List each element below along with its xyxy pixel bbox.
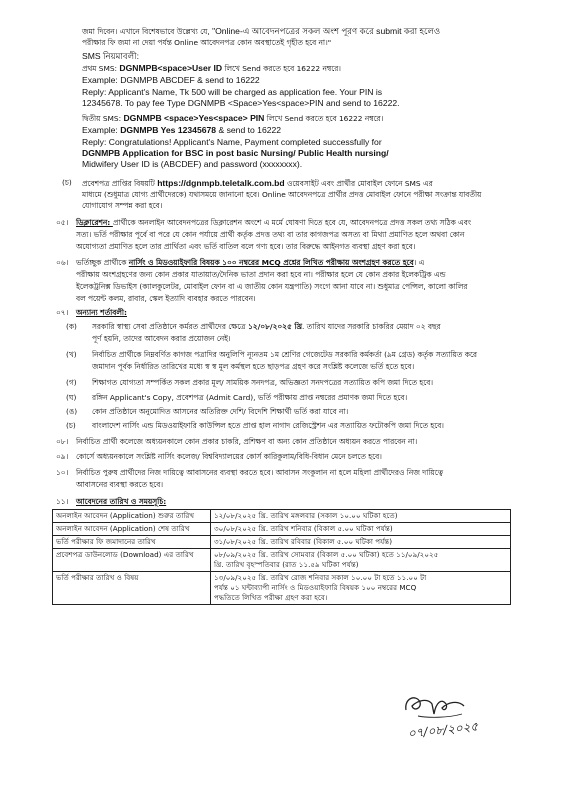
schedule-value: ১২/০৮/২০২৫ খ্রি. তারিখ মঙ্গলবার (সকাল ১০.০০ ঘটিকা হতে) xyxy=(211,510,511,523)
schedule-label: অনলাইন আবেদন (Application) শেষ তারিখ xyxy=(53,523,211,536)
table-row xyxy=(53,510,511,523)
website-link[interactable]: https://dgnmpb.teletalk.com.bd xyxy=(157,178,285,188)
item-10-line-1: নির্বাচিত পুরুষ প্রার্থীদের নিজ দায়িত্বে আবাসনের ব্যবস্থা করতে হবে। আবাসন সংকুলান না হলে মহিলা প্রার্থীদেরও নিজ দায়িত্বে xyxy=(76,468,443,477)
cond-kh-line-1: নির্বাচিত প্রার্থীকে নিম্নবর্ণিত কাগজ পত্রাদির অনুলিপি ন্যূনতম ১ম শ্রেণির গেজেটেড সরকারি কর্মকর্তা (৯ম গ্রেড) কর্তৃক সত্যায়িত করে xyxy=(92,350,477,359)
schedule-label: ভর্তি পরীক্ষার ফি জমাদানের তারিখ xyxy=(53,536,211,549)
schedule-value: ৩১/০৮/২০২৫ খ্রি. তারিখ রবিবার (বিকাল ৫.০০ ঘটিকা পর্যন্ত) xyxy=(211,536,511,549)
reply-1-line-1: Reply: Applicant's Name, Tk 500 will be charged as application fee. Your PIN is xyxy=(82,87,383,97)
item-10-line-2: আবাসনের ব্যবস্থা করতে হবে। xyxy=(76,480,164,489)
table-row xyxy=(53,536,511,549)
schedule-value-line: ১৩/০৯/২০২৫ খ্রি. তারিখ রোজ শনিবার সকাল ১০.০০ টা হতে ১১.০০ টা xyxy=(214,573,427,582)
example-1: Example: DGNMPB ABCDEF & send to 16222 xyxy=(82,75,260,85)
example-2: Example: DGNMPB Yes 12345678 & send to 16222 xyxy=(82,125,282,135)
schedule-value-line: পদ্ধতিতে লিখিত পরীক্ষা গ্রহণ করা হবে। xyxy=(214,593,328,602)
item-06-number: ০৬। xyxy=(56,258,69,267)
other-conditions-heading: অন্যান্য শর্তাবলী: xyxy=(76,308,127,317)
declaration-line-3: অযোগ্যতা প্রমাণিত হলে তার প্রার্থিতা এবং ভর্তি বাতিল বলে গণ্য হবে। তার বিরুদ্ধে আইনগত ব্যবস্থা গ্রহণ করা হবে। xyxy=(76,242,416,251)
schedule-value-line: খ্রি. তারিখ বৃহস্পতিবার (রাত ১১.৫৯ ঘটিকা পর্যন্ত) xyxy=(214,560,359,569)
table-row xyxy=(53,549,511,572)
exam-line-4: বল পয়েন্ট কলম, রাবার, স্কেল ইত্যাদি ব্যবহার করতে পারবেন। xyxy=(76,294,256,303)
item-09-text: কোর্সে অধ্যয়নকালে সংশ্লিষ্ট নার্সিং কলেজ/ বিশ্ববিদ্যালয়ের কোর্স কারিকুলাম/বিধি-বিধান মেনে চলতে হবে। xyxy=(76,452,382,461)
exam-line-1: ভর্তিচ্ছুক প্রার্থীকে নার্সিং ও মিডওয়াইফারি বিষয়ক ১০০ নম্বরের MCQ প্রশ্নের লিখিত পরীক্ষায় অংশগ্রহণ করতে হবে। এ xyxy=(76,258,425,267)
admit-card-line-1: প্রবেশপত্র প্রাপ্তির বিষয়টি https://dgnmpb.teletalk.com.bd ওয়েবসাইট এবং প্রার্থীর মোবাইল ফোনে SMS এর xyxy=(82,178,433,188)
item-10-number: ১০। xyxy=(56,468,69,477)
intro-line-2: পরীক্ষার ফি জমা না দেয়া পর্যন্ত Online আবেদনপত্র কোন অবস্থাতেই গৃহীত হবে না।" xyxy=(82,38,332,47)
admit-card-line-2: মাধ্যমে (শুধুমাত্র যোগ্য প্রার্থীদেরকে) যথাসময়ে জানানো হবে। Online আবেদনপত্রে প্রার্থীর প্রদত্ত মোবাইল ফোনে পরীক্ষা সংক্রান্ত যাবতীয় xyxy=(82,190,482,199)
signature xyxy=(398,688,478,748)
cond-k-line-1: সরকারি স্বাস্থ্য সেবা প্রতিষ্ঠানে কর্মরত প্রার্থীদের ক্ষেত্রে ১২/০৮/২০২৫ খ্রি. তারিখ যাদের সরকারি চাকরির মেয়াদ ০২ বছর xyxy=(92,322,441,331)
reply-2-line-3: Midwifery User ID is (ABCDEF) and password (xxxxxxxx). xyxy=(82,159,303,169)
schedule-value: ৩০/০৮/২০২৫ খ্রি. তারিখ শনিবার (বিকাল ৫.০০ ঘটিকা পর্যন্ত) xyxy=(211,523,511,536)
table-row xyxy=(53,572,511,605)
schedule-value xyxy=(211,572,511,605)
sms-heading: SMS নিয়মাবলী: xyxy=(82,51,139,61)
schedule-label: ভর্তি পরীক্ষার তারিখ ও বিষয় xyxy=(53,572,211,605)
schedule-label: অনলাইন আবেদন (Application) শুরুর তারিখ xyxy=(53,510,211,523)
first-sms-line: প্রথম SMS: DGNMPB<space>User ID লিখে Send করতে হবে 16222 নম্বরে। xyxy=(82,63,341,73)
item-05-number: ০৫। xyxy=(56,218,69,227)
item-11-number: ১১। xyxy=(56,497,69,506)
cond-g-line: শিক্ষাগত যোগ্যতা সম্পর্কিত সকল প্রকার মূল/ সাময়িক সনদপত্র, অভিজ্ঞতা সনদপত্রের সত্যায়িত কপি জমা দিতে হবে। xyxy=(92,378,433,387)
declaration-line-2: সত্য। ভর্তি পরীক্ষার পূর্বে বা পরে যে কোন পর্যায়ে প্রার্থী কর্তৃক প্রদত্ত তথ্য বা তার কাগজপত্র অসত্য বা মিথ্যা প্রমাণিত হলে অথবা কোন xyxy=(76,230,465,239)
schedule-value-line: পর্যন্ত ০১ ঘন্টাব্যাপী নার্সিং ও মিডওয়াইফারি বিষয়ক ১০০ নম্বরের MCQ xyxy=(214,583,417,592)
cond-k-line-2: পূর্ণ হয়নি, তাদের আবেদন করার প্রয়োজন নেই। xyxy=(92,334,231,343)
signature-date: ০৭/০৮/২০২৫ xyxy=(407,719,479,741)
cond-k-label: (ক) xyxy=(66,322,77,331)
cond-kh-label: (খ) xyxy=(66,350,77,359)
cond-c-label: (চ) xyxy=(66,421,76,430)
admit-card-line-3: যোগাযোগ সম্পন্ন করা হবে। xyxy=(82,201,163,210)
table-row xyxy=(53,523,511,536)
cond-g-label: (গ) xyxy=(66,378,77,387)
schedule-table xyxy=(52,509,511,605)
exam-line-2: পরীক্ষায় অংশগ্রহণের জন্য কোন প্রকার যাতায়াত/দৈনিক ভাতা প্রদান করা হবে না। পরীক্ষার হলে যে কোন প্রকার ইলেকট্রিক এন্ড xyxy=(76,270,446,279)
reply-2-line-2: DGNMPB Application for BSC in post basic Nursing/ Public Health nursing/ xyxy=(82,148,389,158)
reply-1-line-2: 12345678. To pay fee Type DGNMPB <Space>Yes<space>PIN and send to 16222. xyxy=(82,98,400,108)
schedule-label: প্রবেশপত্র ডাউনলোড (Download) এর তারিখ xyxy=(53,549,211,572)
item-09-number: ০৯। xyxy=(56,452,69,461)
item-08-text: নির্বাচিত প্রার্থী কলেজে অধ্যয়নকালে কোন প্রকার চাকরি, প্রশিক্ষণ বা অন্য কোন প্রতিষ্ঠানে অধ্যয়ন করতে পারবেন না। xyxy=(76,437,418,446)
second-sms-line: দ্বিতীয় SMS: DGNMPB <space>Yes<space> PIN লিখে Send করতে হবে 16222 নম্বরে। xyxy=(82,113,384,123)
cond-kh-line-2: জমাদান পূর্বক নির্ধারিত তারিখের মধ্যে স্ব স্ব মূল কর্মস্থল হতে ছাড়পত্র গ্রহণ করে সংশ্লিষ্ট কলেজে ভর্তি হতে হবে। xyxy=(92,362,415,371)
cond-gh-label: (ঘ) xyxy=(66,393,77,402)
declaration-line-1: ডিক্লারেশন: প্রার্থীকে অনলাইন আবেদনপত্রের ডিক্লারেশন অংশে এ মর্মে ঘোষণা দিতে হবে যে, আবেদনপত্রে প্রদত্ত সকল তথ্য সঠিক এবং xyxy=(76,218,471,227)
exam-line-3: ইলেকট্রনিক্স ডিভাইস (ক্যালকুলেটর, মোবাইল ফোন বা এ জাতীয় কোন যন্ত্রপাতি) সংগে আনা যাবে না। শুধুমাত্র পেন্সিল, কালো কালির xyxy=(76,282,468,291)
item-c-number: (চ) xyxy=(62,178,72,187)
cond-u-line: কোন প্রতিষ্ঠানে অনুমোদিত আসনের অতিরিক্ত দেশি/ বিদেশি শিক্ষার্থী ভর্তি করা যাবে না। xyxy=(92,407,349,416)
schedule-value xyxy=(211,549,511,572)
cond-u-label: (ঙ) xyxy=(66,407,78,416)
schedule-heading: আবেদনের তারিখ ও সময়সূচি: xyxy=(76,497,167,506)
intro-line-1: জমা দিবেন। এখানে বিশেষভাবে উল্লেখ্য যে, "Online-এ আবেদনপত্রের সকল অংশ পূরণ করে submit করা হলেও xyxy=(82,26,441,36)
item-07-number: ০৭। xyxy=(56,308,69,317)
cond-c-line: বাংলাদেশ নার্সিং এন্ড মিডওয়াইফারি কাউন্সিল হতে প্রাপ্ত হাল নাগাদ রেজিস্ট্রেশন এর সত্যায়িত ফটোকপি জমা দিতে হবে। xyxy=(92,421,444,430)
item-08-number: ০৮। xyxy=(56,437,69,446)
cond-gh-line: রঙ্গিন Applicant's Copy, প্রবেশপত্র (Admit Card), ভর্তি পরীক্ষায় প্রাপ্ত নম্বরের প্রমাণক জমা দিতে হবে। xyxy=(92,393,408,402)
schedule-value-line: ০৮/০৯/২০২৫ খ্রি. তারিখ সোমবার (বিকাল ৫.০০ ঘটিকা) হতে ১১/০৯/২০২৫ xyxy=(214,550,439,559)
reply-2-line-1: Reply: Congratulations! Applicant's Name, Payment completed successfully for xyxy=(82,137,382,147)
